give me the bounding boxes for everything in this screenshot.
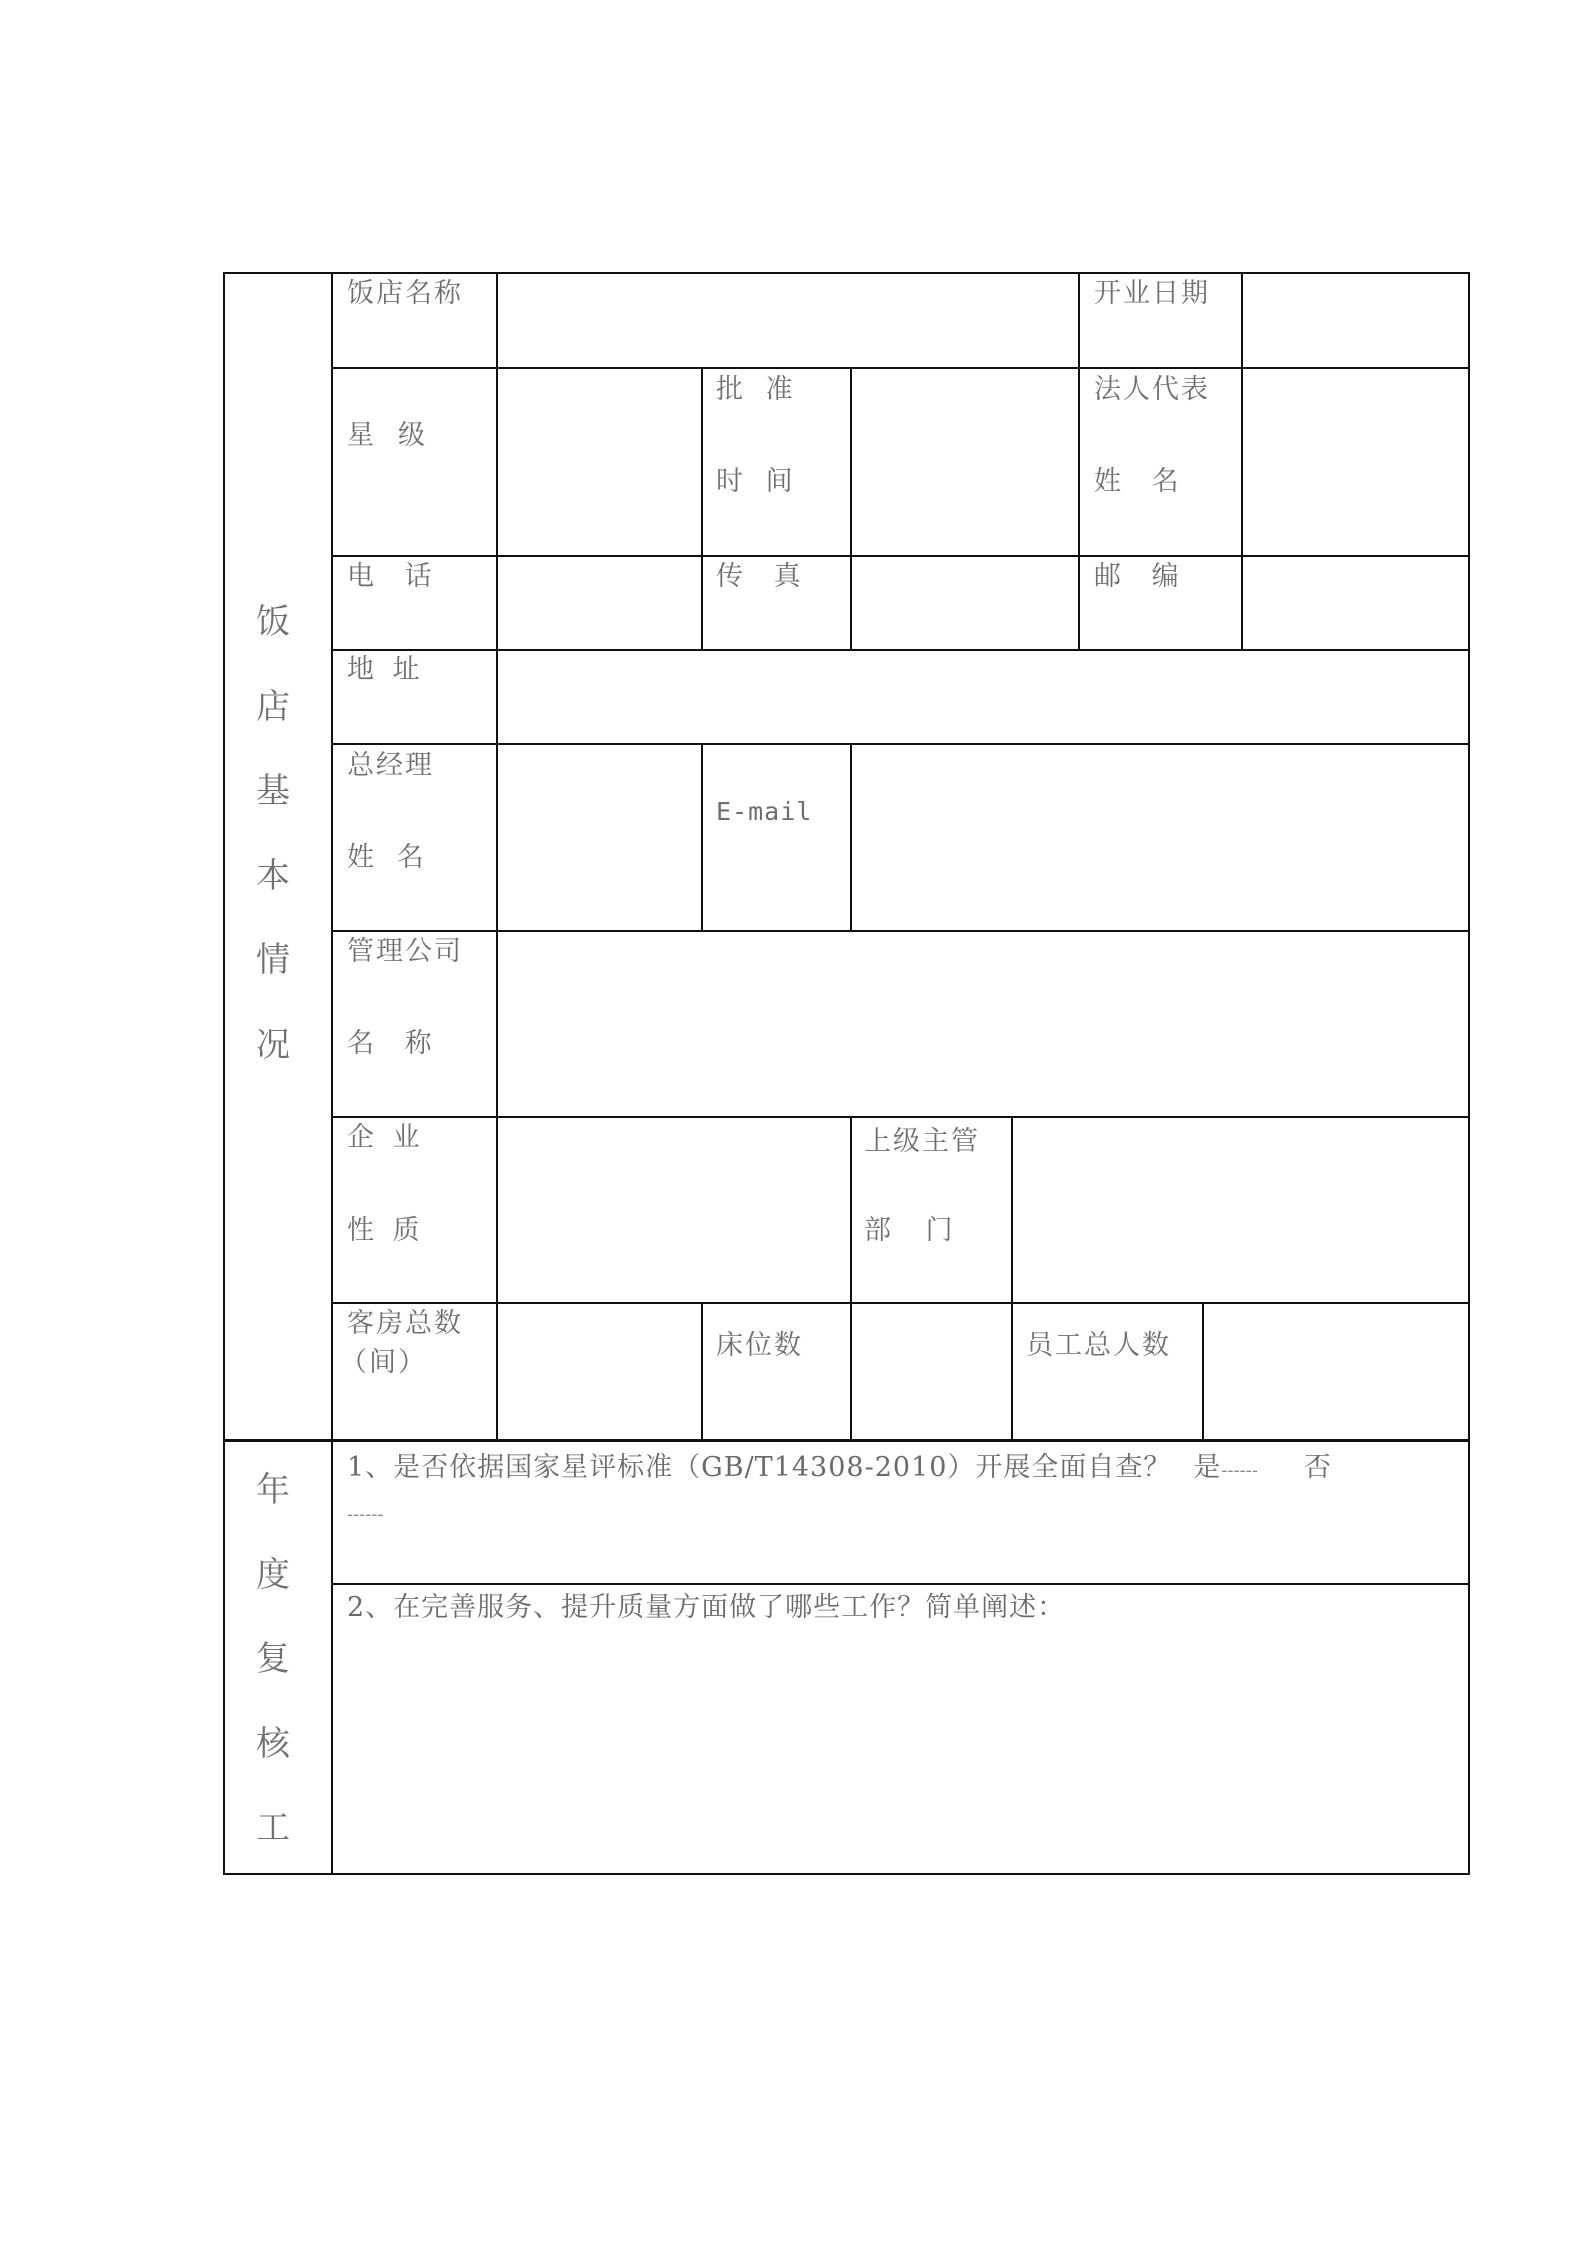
supervising-dept-label-line1: 上级主管: [864, 1126, 980, 1157]
approval-time-field[interactable]: [852, 369, 1078, 555]
room-total-label-line2: （间）: [340, 1347, 427, 1378]
table-border-left: [223, 272, 225, 1875]
fax-label: 传 真: [716, 561, 803, 592]
col-line: [850, 1116, 852, 1303]
star-level-label-char: 级: [398, 420, 425, 451]
table-border-right: [1468, 272, 1470, 1875]
side-char: 复: [256, 1639, 290, 1679]
section-divider: [223, 1439, 1470, 1442]
legal-rep-label-line1: 法人代表: [1094, 374, 1210, 405]
side-char: 店: [256, 687, 290, 727]
no-blank[interactable]: ------: [347, 1504, 384, 1525]
hotel-name-label: 饭店名称: [347, 278, 463, 309]
mgmt-company-label-line2: 名 称: [347, 1028, 434, 1059]
row-line: [331, 1583, 1470, 1585]
gm-name-label-line1: 总经理: [347, 750, 434, 781]
address-label: 地 址: [347, 654, 422, 685]
fax-field[interactable]: [852, 557, 1078, 649]
col-line: [701, 743, 703, 931]
approval-time-label-line1: 批 准: [716, 374, 795, 405]
no-blank-line: [347, 1492, 384, 1535]
room-total-label-line1: 客房总数: [347, 1308, 463, 1339]
enterprise-type-field[interactable]: [498, 1118, 850, 1302]
col-line: [701, 1302, 703, 1440]
supervising-dept-field[interactable]: [1013, 1118, 1468, 1302]
postcode-label: 邮 编: [1094, 561, 1181, 592]
mgmt-company-label-line1: 管理公司: [347, 936, 463, 967]
col-line: [1011, 1302, 1013, 1440]
email-label: E-mail: [716, 797, 813, 826]
review-question-2: 2、在完善服务、提升质量方面做了哪些工作？简单阐述：: [347, 1592, 1066, 1623]
star-level-field[interactable]: [498, 369, 701, 555]
opening-date-field[interactable]: [1243, 274, 1468, 367]
gm-name-field[interactable]: [498, 745, 701, 930]
side-char: 基: [256, 771, 290, 811]
col-line: [701, 367, 703, 650]
review-answer-2-field[interactable]: [333, 1635, 1468, 1873]
review-question-1-text: 1、是否依据国家星评标准（GB/T14308-2010）开展全面自查？: [347, 1452, 1172, 1483]
table-border-bottom: [223, 1873, 1470, 1875]
side-char: 情: [256, 940, 290, 980]
star-level-label: [347, 420, 425, 452]
side-char: 饭: [256, 602, 290, 642]
yes-blank[interactable]: ------: [1221, 1460, 1258, 1481]
yes-label: 是: [1193, 1452, 1222, 1483]
mgmt-company-field[interactable]: [498, 932, 1468, 1116]
phone-label: 电 话: [347, 561, 434, 592]
staff-total-field[interactable]: [1204, 1304, 1468, 1439]
hotel-name-field[interactable]: [498, 274, 1078, 367]
phone-field[interactable]: [498, 557, 701, 649]
address-field[interactable]: [498, 651, 1468, 743]
side-char: 本: [256, 856, 290, 896]
col-line: [1078, 272, 1080, 368]
postcode-field[interactable]: [1243, 557, 1468, 649]
email-field[interactable]: [852, 745, 1468, 930]
no-label: 否: [1303, 1452, 1332, 1483]
enterprise-type-label-line2: 性 质: [347, 1215, 422, 1246]
side-char: 工: [256, 1808, 290, 1848]
gm-name-label-line2: 姓 名: [347, 842, 426, 873]
staff-total-label: 员工总人数: [1026, 1330, 1171, 1361]
supervising-dept-label-line2: 部 门: [864, 1215, 955, 1246]
review-question-1: [347, 1448, 1332, 1491]
bed-count-field[interactable]: [852, 1304, 1011, 1439]
enterprise-type-label-line1: 企 业: [347, 1122, 422, 1153]
legal-rep-field[interactable]: [1243, 369, 1468, 555]
approval-time-label-line2: 时 间: [716, 466, 795, 497]
bed-count-label: 床位数: [716, 1330, 803, 1361]
room-total-field[interactable]: [498, 1304, 701, 1439]
star-level-label-char: 星: [347, 420, 374, 451]
legal-rep-label-line2: 姓 名: [1094, 466, 1181, 497]
side-char: 核: [256, 1724, 290, 1764]
side-char: 年: [256, 1470, 290, 1510]
side-char: 度: [256, 1555, 290, 1595]
opening-date-label: 开业日期: [1094, 278, 1210, 309]
side-char: 况: [256, 1025, 290, 1065]
col-line: [1078, 367, 1080, 650]
